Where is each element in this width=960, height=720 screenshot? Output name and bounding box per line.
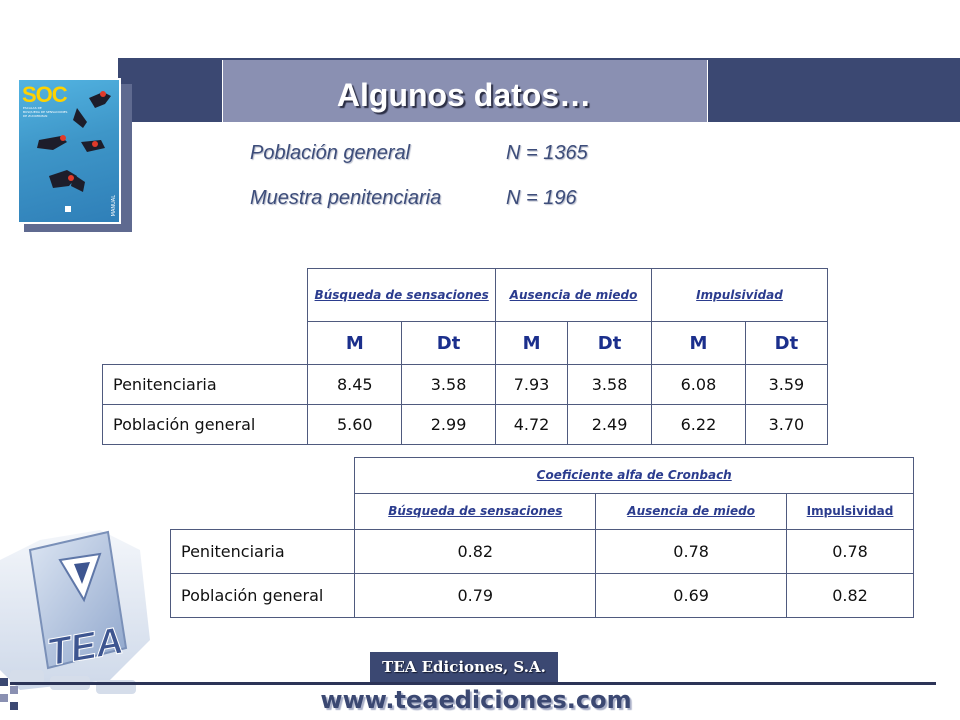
info-label-penitenciaria: Muestra penitenciaria — [250, 187, 442, 209]
cell-value: 7.93 — [495, 365, 567, 405]
info-value-general: N = 1365 — [506, 142, 588, 164]
table2-corner — [171, 494, 355, 530]
table1-group-header: Ausencia de miedo — [495, 269, 651, 322]
tea-logo-label: TEA — [44, 619, 127, 675]
table1-subheader: Dt — [745, 322, 827, 365]
table2-col-header: Búsqueda de sensaciones — [355, 494, 596, 530]
table1-subheader: M — [495, 322, 567, 365]
cell-value: 0.69 — [596, 574, 787, 618]
table2-title: Coeficiente alfa de Cronbach — [355, 458, 914, 494]
cell-value: 0.82 — [787, 574, 914, 618]
row-label: Penitenciaria — [171, 530, 355, 574]
decorative-square — [0, 694, 8, 702]
footer-divider — [10, 682, 936, 685]
table1-group-header: Impulsividad — [652, 269, 828, 322]
tea-logo-image — [0, 520, 150, 720]
cell-value: 0.78 — [787, 530, 914, 574]
cell-value: 3.58 — [402, 365, 496, 405]
info-value-penitenciaria: N = 196 — [506, 187, 577, 209]
decorative-square — [0, 678, 8, 686]
cell-value: 0.82 — [355, 530, 596, 574]
decorative-square — [10, 686, 18, 694]
cell-value: 3.59 — [745, 365, 827, 405]
table-row — [171, 530, 914, 574]
row-label: Población general — [103, 405, 308, 445]
table1-corner — [103, 322, 308, 365]
table1-subheader: Dt — [568, 322, 652, 365]
info-label-general: Población general — [250, 142, 411, 164]
table-row — [103, 405, 828, 445]
table2-col-header: Ausencia de miedo — [596, 494, 787, 530]
cell-value: 0.78 — [596, 530, 787, 574]
cover-manual-label: MANUAL — [111, 194, 117, 216]
descriptive-stats-table — [102, 268, 828, 445]
table1-corner — [103, 269, 308, 322]
table2-corner — [171, 458, 355, 494]
cell-value: 2.99 — [402, 405, 496, 445]
cell-value: 5.60 — [308, 405, 402, 445]
cell-value: 2.49 — [568, 405, 652, 445]
cronbach-alpha-table — [170, 457, 914, 618]
cover-subtitle: ESCALAS DE BUSQUEDA DE SENSACIONES DE ZUCKERMAN — [23, 106, 68, 118]
table1-subheader: Dt — [402, 322, 496, 365]
row-label: Penitenciaria — [103, 365, 308, 405]
website-link[interactable]: www.teaediciones.com — [320, 686, 632, 714]
table-row — [171, 574, 914, 618]
table1-subheader: M — [308, 322, 402, 365]
slide-title: Algunos datos… — [336, 77, 592, 113]
cell-value: 3.70 — [745, 405, 827, 445]
cell-value: 6.08 — [652, 365, 746, 405]
book-cover-image — [17, 78, 121, 224]
cell-value: 6.22 — [652, 405, 746, 445]
publisher-badge: TEA Ediciones, S.A. — [370, 652, 558, 682]
cell-value: 8.45 — [308, 365, 402, 405]
decorative-square — [10, 702, 18, 710]
table1-group-header: Búsqueda de sensaciones — [308, 269, 496, 322]
cover-logo-text: SOC — [22, 82, 67, 107]
cell-value: 3.58 — [568, 365, 652, 405]
cell-value: 0.79 — [355, 574, 596, 618]
table-row — [103, 365, 828, 405]
table1-subheader: M — [652, 322, 746, 365]
row-label: Población general — [171, 574, 355, 618]
table2-col-header: Impulsividad — [787, 494, 914, 530]
cell-value: 4.72 — [495, 405, 567, 445]
